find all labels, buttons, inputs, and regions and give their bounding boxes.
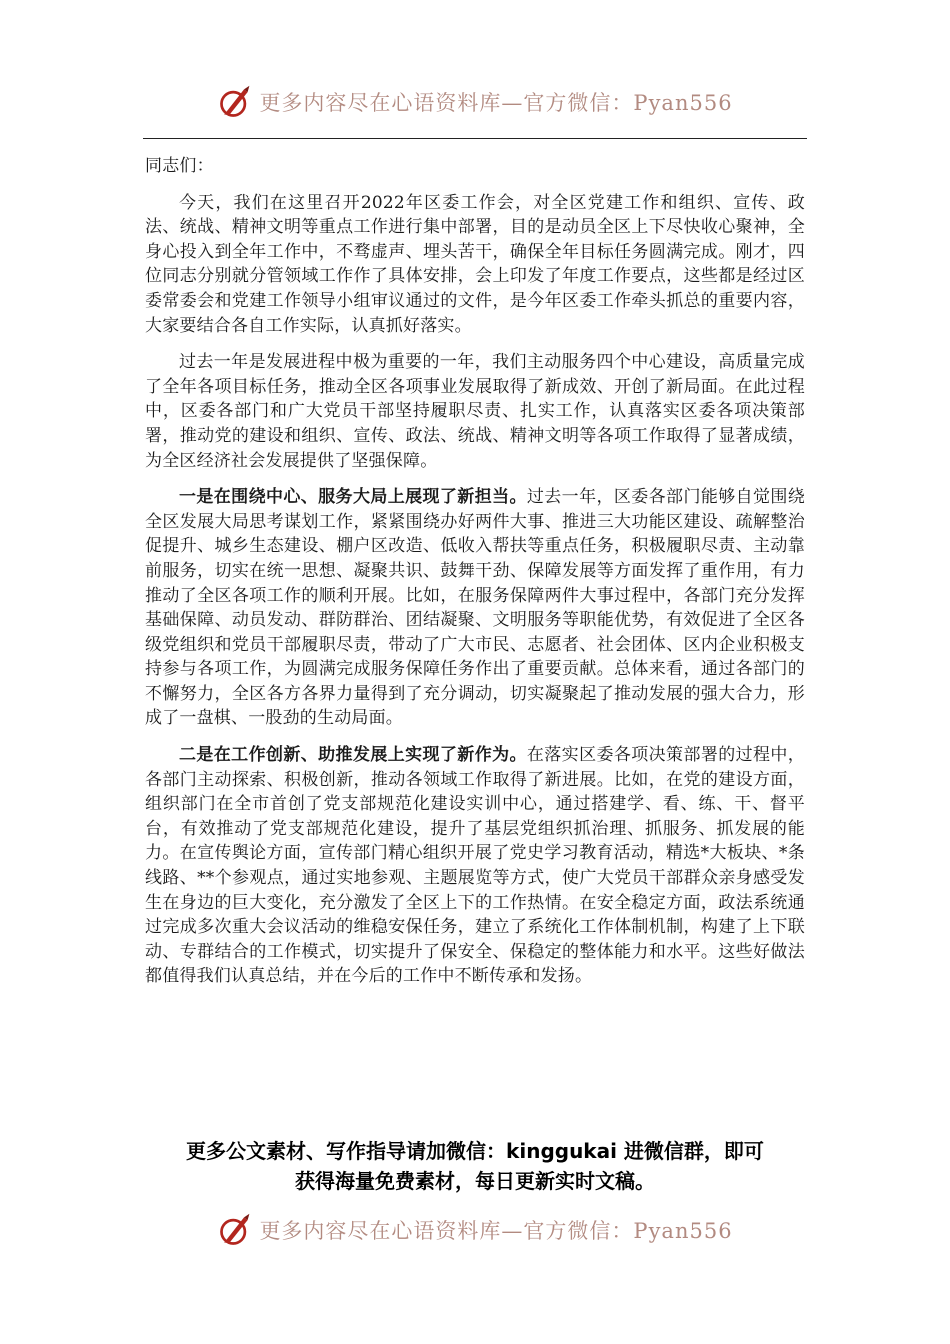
header-divider: [143, 138, 807, 139]
paragraph: [145, 191, 805, 339]
quill-pen-icon: [217, 84, 253, 120]
footer-banner-text: 更多内容尽在心语资料库—官方微信：Pyan556: [259, 1219, 733, 1243]
header-banner-text: 更多内容尽在心语资料库—官方微信：Pyan556: [259, 91, 733, 115]
footer-note-line: 更多公文素材、写作指导请加微信：kinggukai 进微信群，即可: [186, 1139, 764, 1163]
footer-banner: [0, 1208, 950, 1252]
paragraph: [145, 485, 805, 731]
paragraph: [145, 743, 805, 989]
footer-note-line: 获得海量免费素材，每日更新实时文稿。: [295, 1169, 655, 1193]
paragraph-lead: 一是在围绕中心、服务大局上展现了新担当。: [179, 487, 527, 508]
quill-pen-icon: [217, 1212, 253, 1248]
paragraph-text: 过去一年，区委各部门能够自觉围绕全区发展大局思考谋划工作，紧紧围绕办好两件大事、推进三大功能区建设、疏解整治促提升、城乡生态建设、棚户区改造、低收入帮扶等重点任务，积极履职尽责、主动靠前服务，切实在统一思想、凝聚共识、鼓舞干劲、保障发展等方面发挥了重作用，有力推动了全区各项工作的顺利开展。比如，在服务保障两件大事过程中，各部门充分发挥基础保障、动员发动、群防群治、团结凝聚、文明服务等职能优势，有效促进了全区各级党组织和党员干部履职尽责，带动了广大市民、志愿者、社会团体、区内企业积极支持参与各项工作，为圆满完成服务保障任务作出了重要贡献。总体来看，通过各部门的不懈努力，全区各方各界力量得到了充分调动，切实凝聚起了推动发展的强大合力，形成了一盘棋、一股劲的生动局面。: [145, 487, 806, 729]
paragraph-lead: 二是在工作创新、助推发展上实现了新作为。: [179, 745, 527, 766]
salutation: 同志们：: [145, 156, 214, 176]
footer-promo-note: [120, 1136, 830, 1196]
paragraph: [145, 350, 805, 473]
paragraph-text: 今天，我们在这里召开2022年区委工作会，对全区党建工作和组织、宣传、政法、统战、精神文明等重点工作进行集中部署，目的是动员全区上下尽快收心聚神，全身心投入到全年工作中，不骛虚声、埋头苦干，确保全年目标任务圆满完成。刚才，四位同志分别就分管领域工作作了具体安排，会上印发了年度工作要点，这些都是经过区委常委会和党建工作领导小组审议通过的文件，是今年区委工作牵头抓总的重要内容，大家要结合各自工作实际，认真抓好落实。: [145, 192, 805, 336]
paragraph-text: 在落实区委各项决策部署的过程中，各部门主动探索、积极创新，推动各领域工作取得了新进展。比如，在党的建设方面，组织部门在全市首创了党支部规范化建设实训中心，通过搭建学、看、练、干、督平台，有效推动了党支部规范化建设，提升了基层党组织抓治理、抓服务、抓发展的能力。在宣传舆论方面，宣传部门精心组织开展了党史学习教育活动，精选*大板块、*条线路、**个参观点，通过实地参观、主题展览等方式，使广大党员干部群众亲身感受发生在身边的巨大变化，充分激发了全区上下的工作热情。在安全稳定方面，政法系统通过完成多次重大会议活动的维稳安保任务，建立了系统化工作体制机制，构建了上下联动、专群结合的工作模式，切实提升了保安全、保稳定的整体能力和水平。这些好做法都值得我们认真总结，并在今后的工作中不断传承和发扬。: [145, 745, 806, 987]
paragraph-text: 过去一年是发展进程中极为重要的一年，我们主动服务四个中心建设，高质量完成了全年各项目标任务，推动全区各项事业发展取得了新成效、开创了新局面。在此过程中，区委各部门和广大党员干部坚持履职尽责、扎实工作，认真落实区委各项决策部署，推动党的建设和组织、宣传、政法、统战、精神文明等各项工作取得了显著成绩，为全区经济社会发展提供了坚强保障。: [145, 352, 805, 471]
header-banner: [0, 80, 950, 124]
document-body: [145, 154, 805, 1001]
